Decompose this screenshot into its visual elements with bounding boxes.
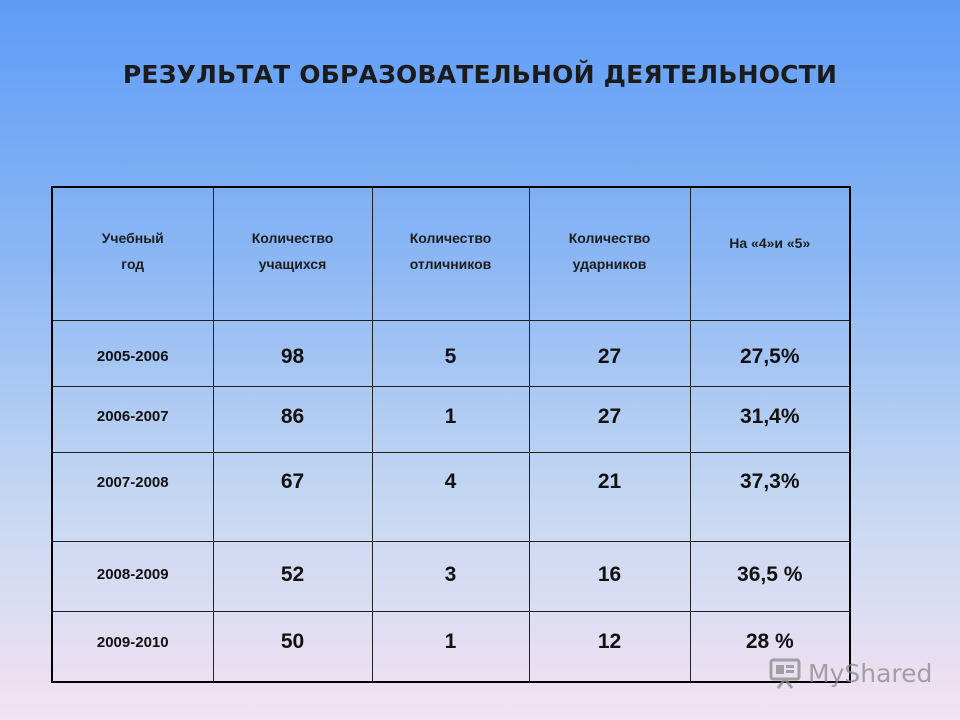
header-good-excellent-percent: На «4»и «5» [690,187,850,321]
cell-excellent: 1 [372,387,529,453]
myshared-watermark [768,656,932,690]
cell-excellent: 3 [372,542,529,612]
cell-excellent: 5 [372,321,529,387]
cell-year: 2006-2007 [52,387,213,453]
cell-students: 67 [213,453,372,542]
cell-excellent: 4 [372,453,529,542]
cell-percent: 27,5% [690,321,850,387]
table-row [52,321,850,387]
cell-students: 98 [213,321,372,387]
cell-students: 50 [213,612,372,682]
cell-year: 2009-2010 [52,612,213,682]
cell-percent: 28 % [745,630,794,654]
cell-good: 12 [529,612,690,682]
table-row [52,612,850,682]
cell-year: 2008-2009 [52,542,213,612]
table-row [52,542,850,612]
table-header-row [52,187,850,321]
header-good-count: Количество ударников [529,187,690,321]
cell-good: 16 [529,542,690,612]
slide-title: РЕЗУЛЬТАТ ОБРАЗОВАТЕЛЬНОЙ ДЕЯТЕЛЬНОСТИ [122,60,838,89]
cell-good: 27 [529,321,690,387]
cell-good: 27 [529,387,690,453]
header-academic-year: Учебный год [52,187,213,321]
presentation-board-icon [768,657,802,689]
cell-percent: 36,5 % [690,542,850,612]
cell-students: 86 [213,387,372,453]
cell-excellent: 1 [372,612,529,682]
cell-good: 21 [529,453,690,542]
cell-percent: 37,3% [690,453,850,542]
cell-percent: 31,4% [690,387,850,453]
cell-year: 2007-2008 [52,453,213,542]
watermark-text: MyShared [808,658,933,688]
table-row [52,387,850,453]
table-row [52,453,850,542]
header-students-count: Количество учащихся [213,187,372,321]
results-table [51,186,851,683]
cell-year: 2005-2006 [52,321,213,387]
header-excellent-count: Количество отличников [372,187,529,321]
cell-students: 52 [213,542,372,612]
